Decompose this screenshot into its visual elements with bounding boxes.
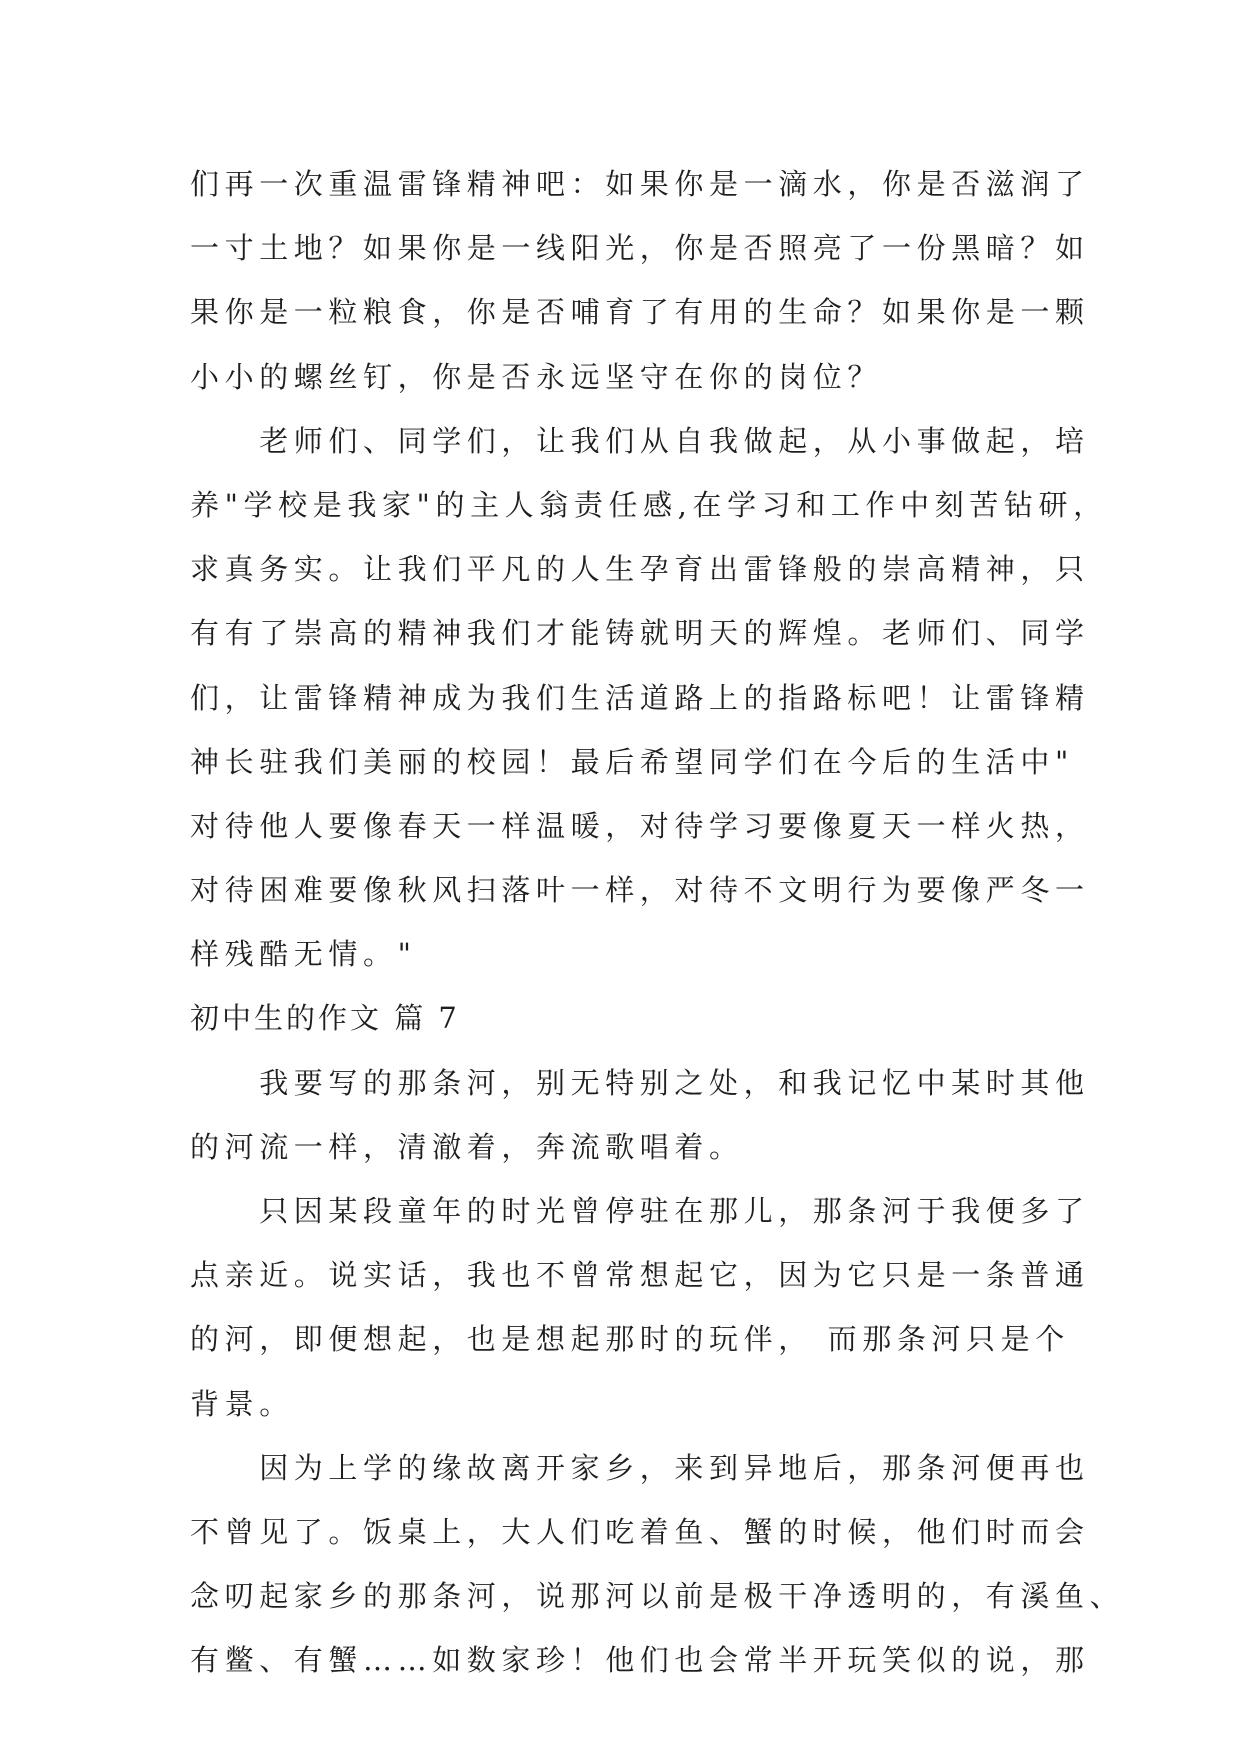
text-line: 们再一次重温雷锋精神吧：如果你是一滴水，你是否滋润了 xyxy=(190,167,1090,201)
text-line: 小小的螺丝钉，你是否永远坚守在你的岗位？ xyxy=(190,359,883,394)
text-line: 老师们、同学们，让我们从自我做起，从小事做起，培 xyxy=(190,423,1090,458)
text-line: 神长驻我们美丽的校园！最后希望同学们在今后的生活中" xyxy=(190,744,1074,779)
text-line: 果你是一粒粮食，你是否哺育了有用的生命？如果你是一颗 xyxy=(190,295,1090,330)
text-line: 样残酷无情。" xyxy=(190,937,417,972)
section-heading: 初中生的作文 篇 7 xyxy=(190,1001,460,1036)
text-line: 对待困难要像秋风扫落叶一样，对待不文明行为要像严冬一 xyxy=(190,873,1090,908)
text-line: 有鳖、有蟹……如数家珍！他们也会常半开玩笑似的说，那 xyxy=(190,1643,1090,1678)
text-line: 点亲近。说实话，我也不曾常想起它，因为它只是一条普通 xyxy=(190,1258,1090,1293)
text-line: 我要写的那条河，别无特别之处，和我记忆中某时其他 xyxy=(190,1065,1090,1100)
text-line: 背景。 xyxy=(190,1386,294,1421)
text-line: 求真务实。让我们平凡的人生孕育出雷锋般的崇高精神，只 xyxy=(190,552,1090,587)
text-line: 对待他人要像春天一样温暖，对待学习要像夏天一样火热， xyxy=(190,808,1090,843)
text-line: 念叨起家乡的那条河，说那河以前是极干净透明的，有溪鱼、 xyxy=(190,1579,1125,1614)
text-line: 的河流一样，清澈着，奔流歌唱着。 xyxy=(190,1129,744,1164)
text-line: 因为上学的缘故离开家乡，来到异地后，那条河便再也 xyxy=(190,1450,1090,1485)
text-line: 养"学校是我家"的主人翁责任感,在学习和工作中刻苦钻研， xyxy=(190,487,1108,522)
text-line: 们，让雷锋精神成为我们生活道路上的指路标吧！让雷锋精 xyxy=(190,680,1090,715)
text-line: 只因某段童年的时光曾停驻在那儿，那条河于我便多了 xyxy=(190,1194,1090,1228)
text-line: 有有了崇高的精神我们才能铸就明天的辉煌。老师们、同学 xyxy=(190,616,1090,651)
text-line: 一寸土地？如果你是一线阳光，你是否照亮了一份黑暗？如 xyxy=(190,231,1090,266)
document-body xyxy=(190,152,1125,1693)
text-line: 不曾见了。饭桌上，大人们吃着鱼、蟹的时候，他们时而会 xyxy=(190,1514,1090,1549)
text-line: 的河，即便想起，也是想起那时的玩伴， 而那条河只是个 xyxy=(190,1322,1070,1357)
